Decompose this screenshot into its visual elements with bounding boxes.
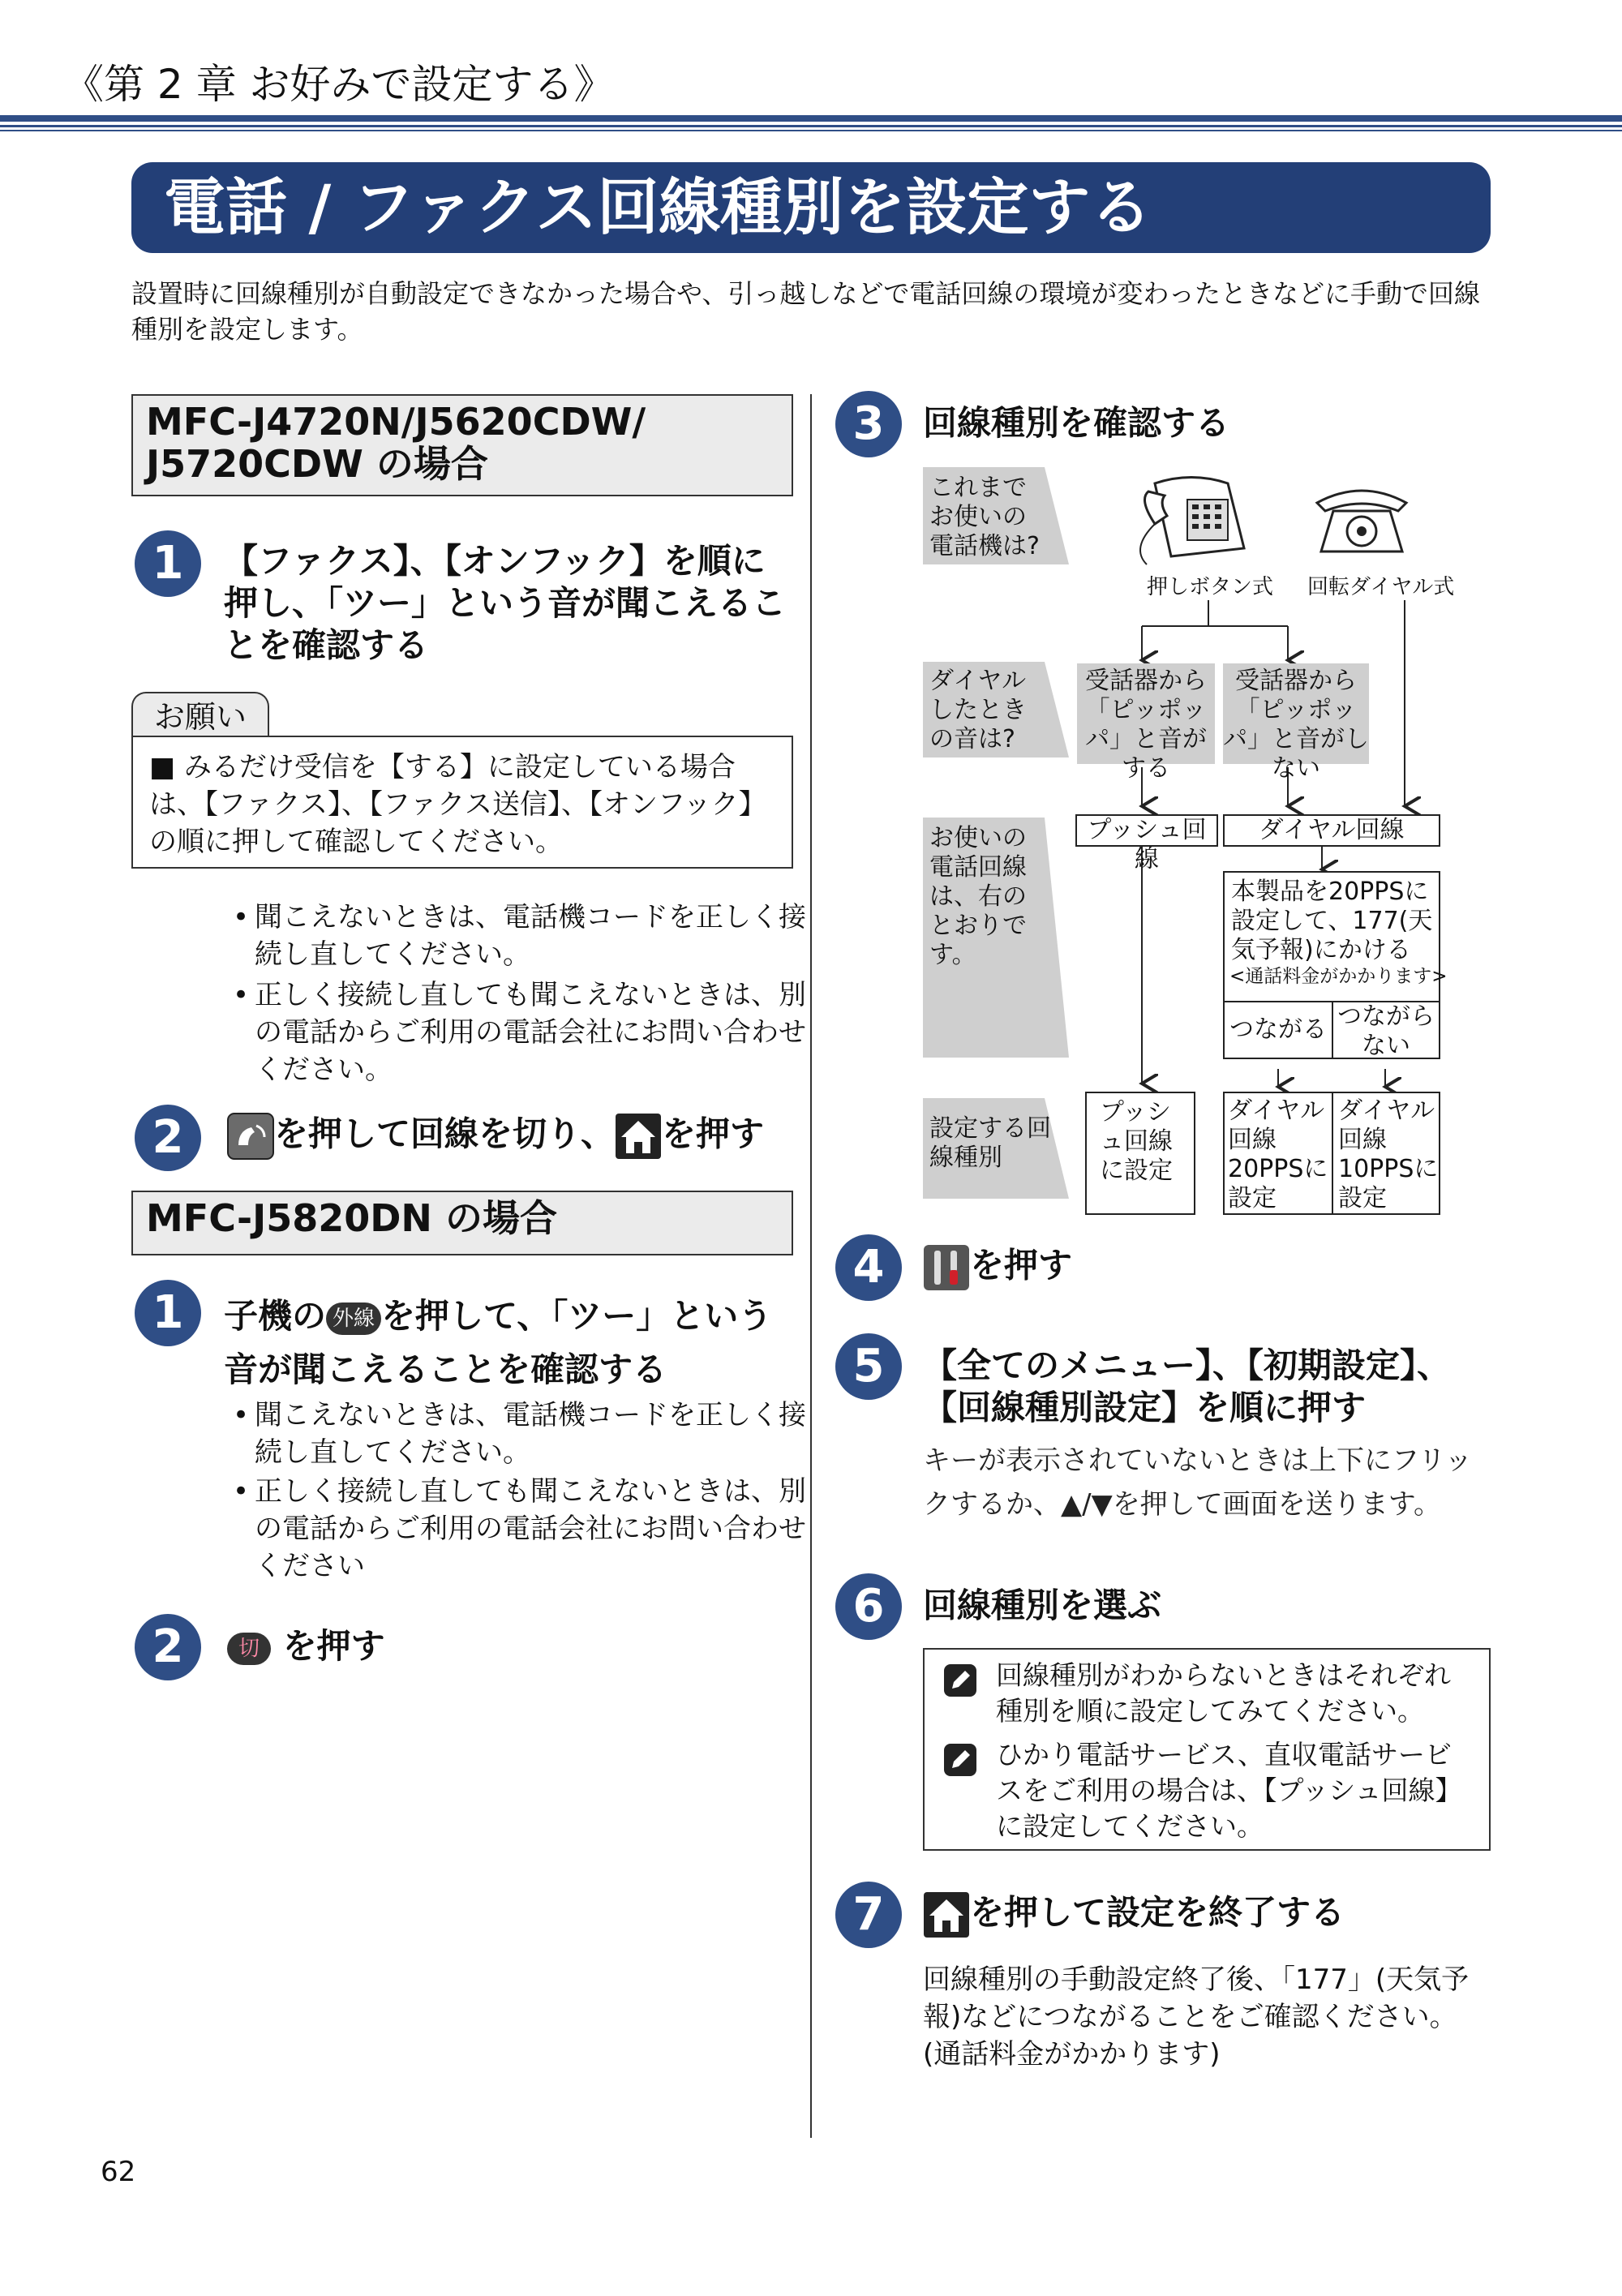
- up-arrow-icon: ▲: [1061, 1488, 1083, 1521]
- step-text: 回線種別を選ぶ: [923, 1586, 1162, 1625]
- hint-text: 回線種別がわからないときはそれぞれ種別を順に設定してみてください。: [996, 1659, 1451, 1727]
- question-text: 設定する回線種別: [929, 1114, 1051, 1172]
- step-number: 5: [835, 1333, 902, 1400]
- note-box: ■ みるだけ受信を【する】に設定している場合は、【ファクス】、【ファクス送信】、【オンフック】の順に押して確認してください。: [131, 736, 793, 869]
- step-number: 3: [835, 391, 902, 457]
- tone-option: 受話器から「ピッポッパ」と音がする: [1077, 663, 1215, 764]
- note-tab: お願い: [131, 692, 269, 737]
- header-rule: [0, 125, 1622, 127]
- step-text: を押して、「ツー」という音が聞こえることを確認する: [224, 1296, 773, 1389]
- phone-label: 押しボタン式: [1147, 575, 1274, 599]
- setting-20pps: ダイヤル回線20PPSに設定: [1228, 1097, 1328, 1212]
- pencil-icon: [942, 1742, 978, 1778]
- step-line: [923, 1244, 1072, 1291]
- intro-text: 設置時に回線種別が自動設定できなかった場合や、引っ越しなどで電話回線の環境が変わったときなどに手動で回線種別を設定します。: [131, 278, 1481, 345]
- step-number: 7: [835, 1882, 902, 1948]
- step-line: [224, 1290, 792, 1397]
- bullet-item: • 正しく接続し直しても聞こえないときは、別の電話からご利用の電話会社にお問い合わせください。: [227, 976, 822, 1088]
- step-text: を押す: [282, 1626, 385, 1666]
- step-line: [923, 1891, 1345, 1938]
- outside-line-key: 外線: [326, 1302, 381, 1335]
- step-number: 1: [135, 530, 201, 597]
- step-body: 回線種別の手動設定終了後、「177」(天気予報)などにつながることをご確認ください。(通話料金がかかります): [923, 1963, 1470, 2071]
- header-rule: [0, 130, 1622, 131]
- step-text: を押す: [970, 1245, 1073, 1285]
- page-title: 電話 / ファクス回線種別を設定する: [131, 162, 1491, 253]
- step-number: 6: [835, 1573, 902, 1640]
- home-icon: [615, 1113, 662, 1160]
- section-heading-j5820: MFC-J5820DN の場合: [131, 1191, 793, 1255]
- header-rule: [0, 115, 1622, 122]
- step-text: 【全てのメニュー】、【初期設定】、【回線種別設定】を順に押す: [923, 1345, 1452, 1427]
- settings-tools-icon: [923, 1244, 970, 1291]
- question-text: これまでお使いの電話機は?: [929, 474, 1040, 560]
- body-text: を押して画面を送ります。: [1112, 1488, 1442, 1521]
- hook-key-icon: [227, 1113, 274, 1160]
- result-connect: つながる: [1229, 1015, 1327, 1044]
- step-line: [227, 1625, 385, 1667]
- step-number: 4: [835, 1234, 902, 1301]
- bullet-item: • 正しく接続し直しても聞こえないときは、別の電話からご利用の電話会社にお問い合わせください: [227, 1473, 822, 1585]
- step-text: 【ファクス】、【オンフック】を順に押し、「ツー」という音が聞こえることを確認する: [224, 541, 787, 665]
- tone-option: 受話器から「ピッポッパ」と音がしない: [1223, 663, 1369, 764]
- step-text: 子機の: [224, 1296, 327, 1336]
- test-call-box: [1223, 871, 1448, 1060]
- slash: /: [1082, 1488, 1092, 1521]
- result-noconnect: つながらない: [1337, 1002, 1435, 1060]
- test-note: <通話料金がかかります>: [1229, 966, 1448, 987]
- hint-text: ひかり電話サービス、直収電話サービスをご利用の場合は、【プッシュ回線】に設定してください。: [996, 1739, 1462, 1842]
- step-text: を押して回線を切り、: [274, 1114, 616, 1154]
- step-text: 回線種別を確認する: [923, 403, 1230, 443]
- hint-box: [923, 1648, 1491, 1851]
- setting-dial-boxes: [1223, 1092, 1440, 1215]
- phone-label: 回転ダイヤル式: [1307, 575, 1455, 599]
- home-icon: [923, 1891, 970, 1938]
- step-text: を押して設定を終了する: [970, 1892, 1345, 1933]
- chapter-header: 《第 2 章 お好みで設定する》: [63, 61, 615, 108]
- off-key: 切: [227, 1633, 271, 1665]
- body-text: キーが表示されていないときは上下にフリックするか、: [923, 1444, 1473, 1521]
- push-button-phone-icon: [1131, 467, 1252, 573]
- page-number: 62: [101, 2156, 136, 2188]
- column-divider: [810, 394, 812, 2138]
- question-text: ダイヤルしたときの音は?: [929, 667, 1027, 753]
- step-number: 1: [135, 1280, 201, 1346]
- pencil-icon: [942, 1663, 978, 1698]
- bullet-item: • 聞こえないときは、電話機コードを正しく接続し直してください。: [227, 899, 822, 973]
- step-line: [227, 1113, 795, 1160]
- setting-push: プッシュ回線に設定: [1085, 1092, 1195, 1215]
- setting-10pps: ダイヤル回線10PPSに設定: [1338, 1097, 1439, 1212]
- rotary-phone-icon: [1309, 479, 1414, 560]
- dial-line-box: ダイヤル回線: [1223, 814, 1440, 847]
- step-body: [923, 1439, 1491, 1526]
- step-number: 2: [135, 1105, 201, 1171]
- test-instruction: 本製品を20PPSに設定して、177(天気予報)にかける: [1231, 878, 1433, 964]
- step-text: を押す: [662, 1114, 765, 1154]
- section-heading-j4720: MFC-J4720N/J5620CDW/ J5720CDW の場合: [131, 394, 793, 496]
- bullet-item: • 聞こえないときは、電話機コードを正しく接続し直してください。: [227, 1397, 822, 1471]
- push-line-box: プッシュ回線: [1075, 814, 1218, 847]
- question-text: お使いの電話回線は、右のとおりです。: [929, 824, 1027, 969]
- down-arrow-icon: ▼: [1091, 1488, 1113, 1521]
- step-number: 2: [135, 1614, 201, 1680]
